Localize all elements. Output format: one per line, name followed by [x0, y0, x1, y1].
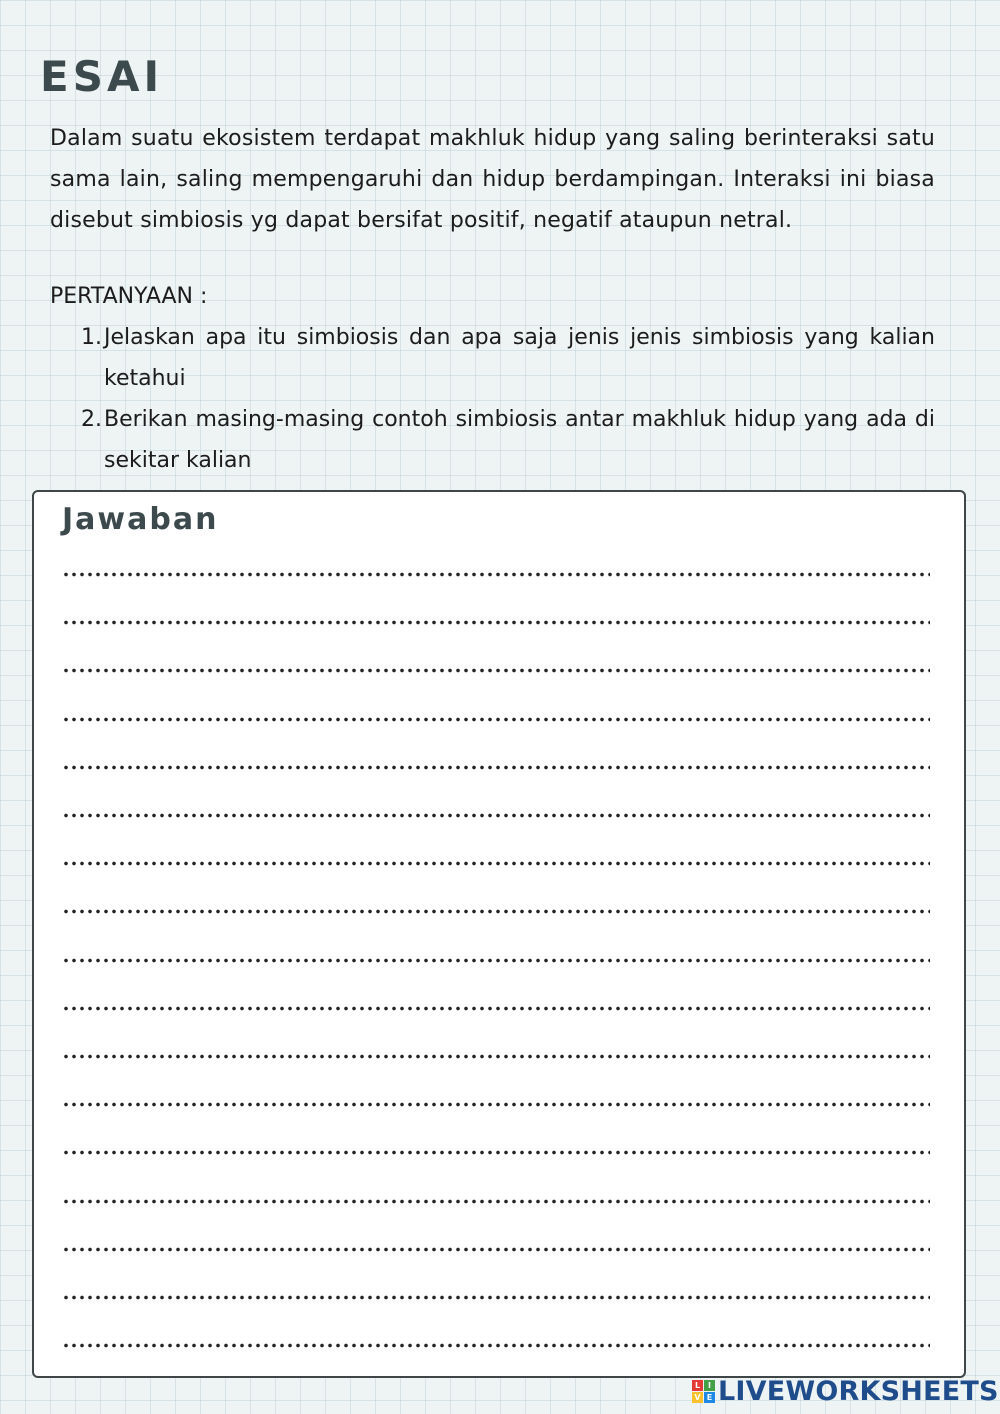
logo-mark-icon — [692, 1380, 715, 1403]
logo-mark-tile: V — [692, 1392, 703, 1403]
answer-line[interactable] — [62, 1247, 930, 1252]
logo-mark-tile: E — [704, 1392, 715, 1403]
question-text: Jelaskan apa itu simbiosis dan apa saja jenis jenis simbiosis yang kalian ketahui — [104, 325, 935, 391]
intro-paragraph: Dalam suatu ekosistem terdapat makhluk hidup yang saling berinteraksi satu sama lain, saling mempengaruhi dan hidup berdampingan. Interaksi ini biasa disebut simbiosis yg dapat bersifat positif, negatif ataupun netral. — [50, 126, 935, 233]
answer-line[interactable] — [62, 572, 930, 577]
answer-line[interactable] — [62, 1150, 930, 1155]
logo-mark-tile: I — [704, 1380, 715, 1391]
answer-line[interactable] — [62, 1054, 930, 1059]
answer-box — [32, 490, 966, 1378]
answer-line[interactable] — [62, 620, 930, 625]
question-list — [50, 317, 935, 481]
answer-line[interactable] — [62, 1199, 930, 1204]
questions-label: PERTANYAAN : — [50, 284, 208, 309]
question-item — [50, 399, 935, 481]
logo-mark-tile: L — [692, 1380, 703, 1391]
answer-line[interactable] — [62, 668, 930, 673]
page-title: ESAI — [40, 52, 164, 101]
answer-title: Jawaban — [62, 502, 219, 537]
liveworksheets-logo — [692, 1375, 999, 1407]
answer-line[interactable] — [62, 1102, 930, 1107]
question-item — [50, 317, 935, 399]
answer-line[interactable] — [62, 1295, 930, 1300]
answer-line[interactable] — [62, 1006, 930, 1011]
answer-line[interactable] — [62, 813, 930, 818]
question-number: 1. — [81, 325, 102, 350]
answer-line[interactable] — [62, 717, 930, 722]
answer-line[interactable] — [62, 958, 930, 963]
answer-line[interactable] — [62, 909, 930, 914]
answer-line[interactable] — [62, 1343, 930, 1348]
question-text: Berikan masing-masing contoh simbiosis antar makhluk hidup yang ada di sekitar kalian — [104, 407, 935, 473]
answer-line[interactable] — [62, 861, 930, 866]
question-number: 2. — [81, 407, 102, 432]
answer-line[interactable] — [62, 765, 930, 770]
logo-text: LIVEWORKSHEETS — [718, 1375, 999, 1407]
